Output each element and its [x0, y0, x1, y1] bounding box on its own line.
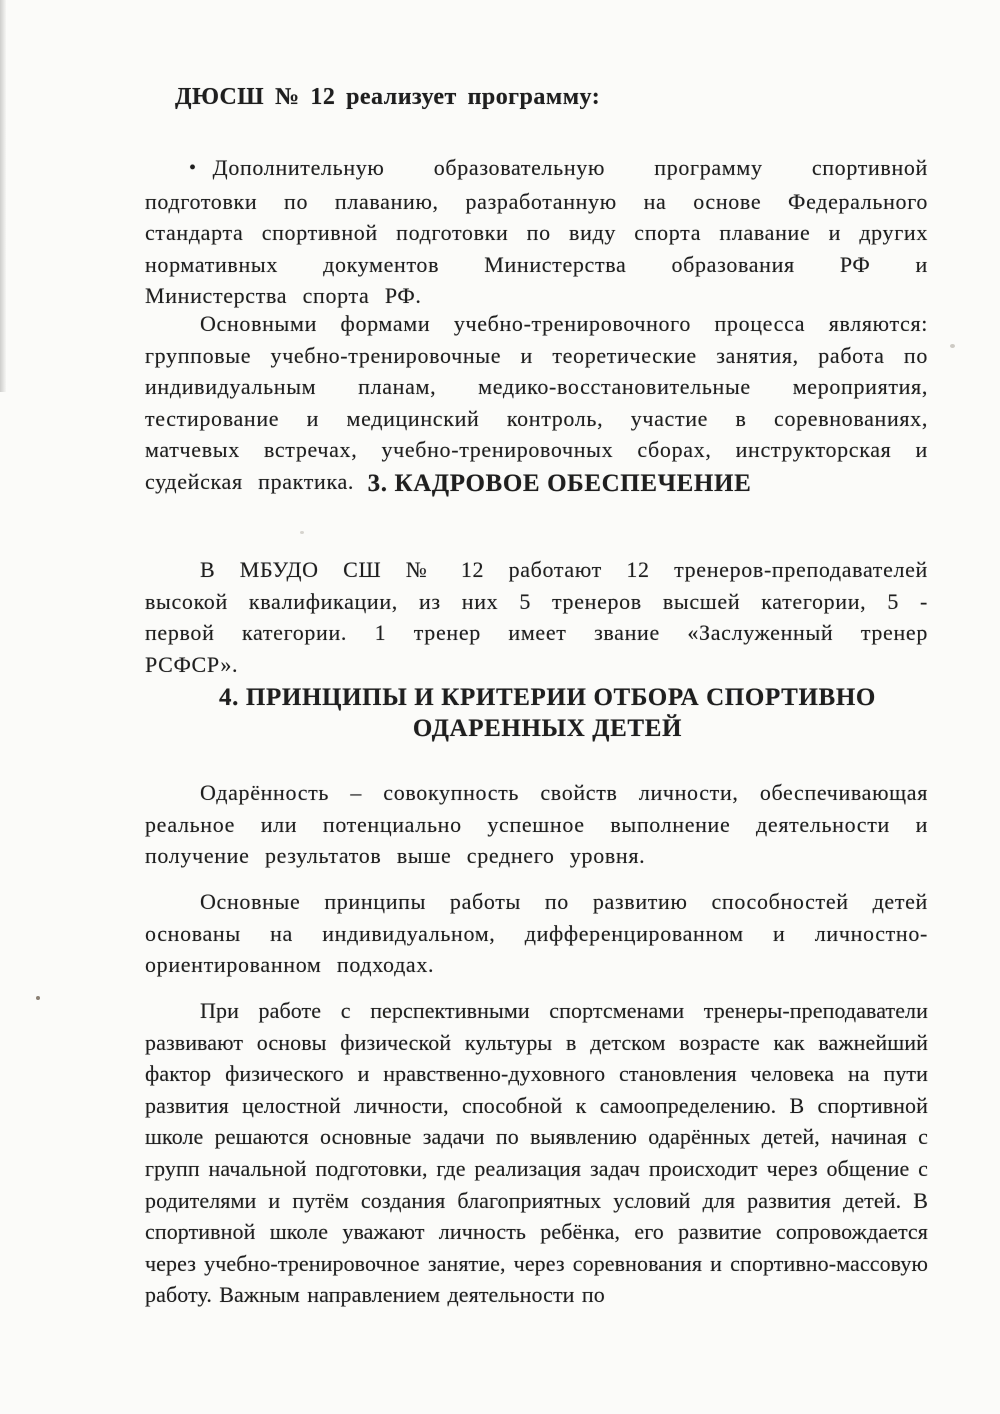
heading-staffing: 3. КАДРОВОЕ ОБЕСПЕЧЕНИЕ [367, 470, 752, 497]
paragraph-development-principles: Основные принципы работы по развитию способностей детей основаны на индивидуальном, дифференцированном и личностно-ориентированном подходах. [145, 889, 928, 978]
scan-speck [36, 996, 40, 1000]
bullet-item-text: Дополнительную образовательную программу спортивной подготовки по плаванию, разработанную на основе Федерального стандарта спортивной подготовки по виду спорта плавание и других нормативных документов Министерства образования РФ и Министерства спорта РФ. [145, 155, 928, 309]
scan-edge-artifact [0, 0, 6, 392]
paragraph-training-forms: Основными формами учебно-тренировочного процесса являются: групповые учебно-тренировочные и теоретические занятия, работа по индивидуальным планам, медико-восстановительные мероприятия, тестирование и медицинский контроль, участие в соревнованиях, матчевых встречах, учебно-тренировочных сборах, инструкторская и судейская практика. [145, 311, 928, 494]
paragraph-giftedness: Одарённость – совокупность свойств личности, обеспечивающая реальное или потенциально успешное выполнение деятельности и получение результатов выше среднего уровня. [145, 780, 928, 869]
paragraph-staffing: В МБУДО СШ № 12 работают 12 тренеров-преподавателей высокой квалификации, из них 5 тренеров высшей категории, 5 - первой категории. 1 тренер имеет звание «Заслуженный тренер РСФСР». [145, 557, 928, 677]
heading-selection-principles-line2: ОДАРЕННЫХ ДЕТЕЙ [412, 715, 683, 742]
scan-speck [300, 531, 304, 534]
paragraph-prospective-athletes: При работе с перспективными спортсменами тренеры-преподаватели развивают основы физической культуры в детском возрасте как важнейший фактор физического и нравственно-духовного становления человека на пути развития целостной личности, способной к самоопределению. В спортивной школе решаются основные задачи по выявлению одарённых детей, начиная с групп начальной подготовки, где реализация задач происходит через общение с родителями и путём создания благоприятных условий для развития детей. В спортивной школе уважают личность ребёнка, его развитие сопровождается через учебно-тренировочное занятие, через соревнования и спортивно-массовую работу. Важным направлением деятельности по [145, 998, 928, 1308]
heading-program: ДЮСШ № 12 реализует программу: [175, 84, 601, 110]
heading-selection-principles [145, 682, 928, 744]
bullet-icon: • [189, 157, 197, 179]
heading-selection-principles-line1: 4. ПРИНЦИПЫ И КРИТЕРИИ ОТБОРА СПОРТИВНО [219, 684, 876, 711]
scan-speck [950, 344, 955, 348]
bullet-item [145, 152, 928, 312]
